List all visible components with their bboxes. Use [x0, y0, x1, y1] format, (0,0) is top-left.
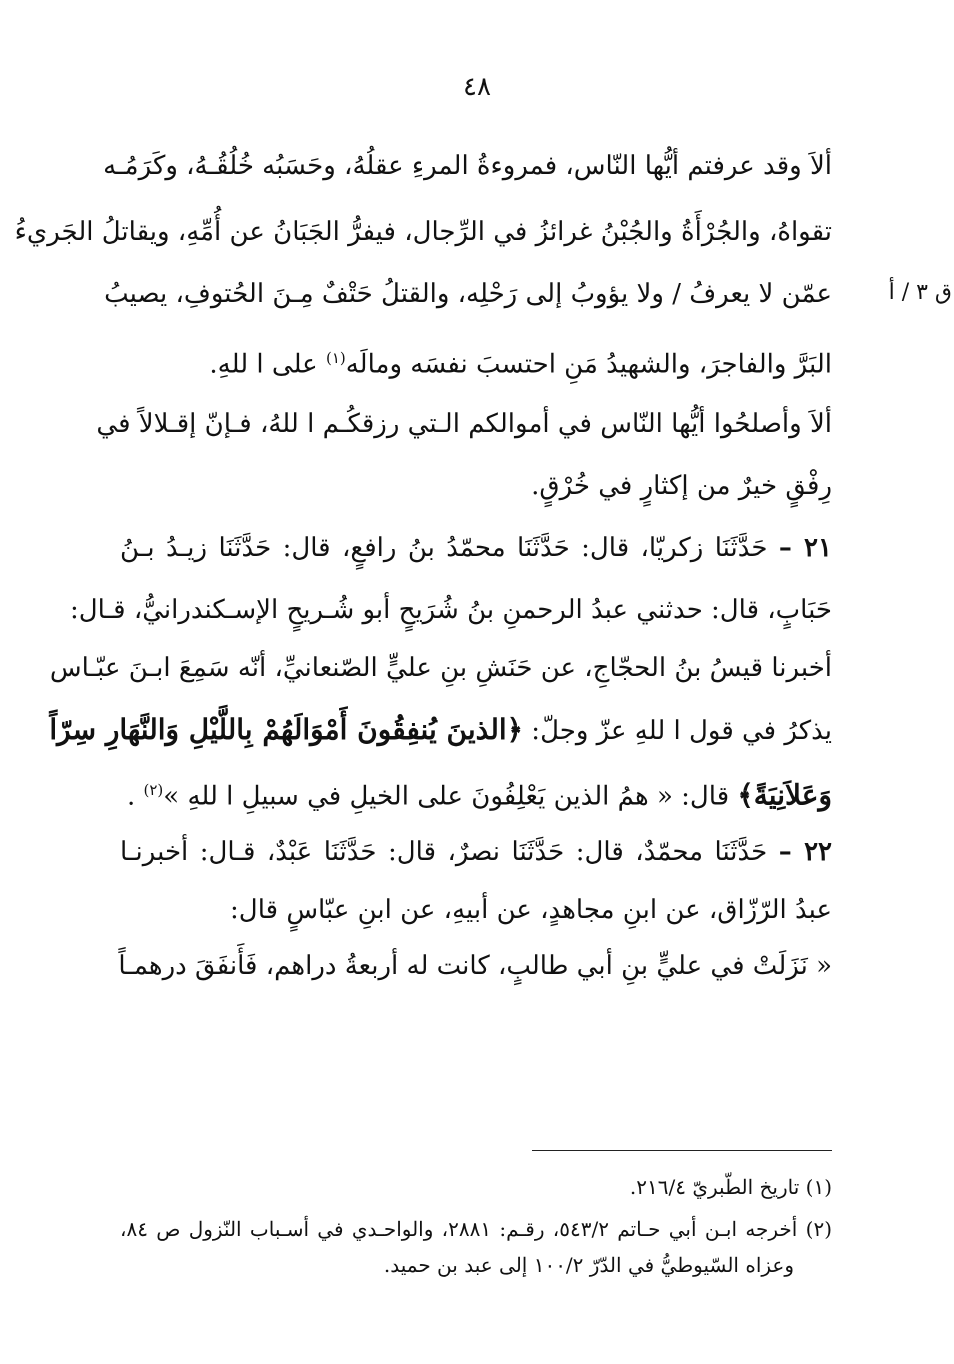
- hadith-number-21: ٢١ –: [778, 533, 832, 563]
- line-4-ending: على ا للهِ.: [209, 349, 326, 380]
- footnote-mark-2: (٢): [143, 781, 164, 799]
- text-line-8: حَبَابٍ، قال: حدثني عبدُ الرحمنِ بنُ شُرَيحٍ أبو شُـريحٍ الإسـكندرانيُّ، قـال:: [69, 595, 832, 625]
- text-line-11: [120, 770, 832, 817]
- line-11-text: قال: « همُ الذين يَعْلِفُونَ على الخيلِ في سبيلِ ا للهِ »: [163, 781, 738, 812]
- footnote-separator: [532, 1150, 832, 1151]
- quran-verse-end: وَعَلاَنِيَةً﴾: [737, 778, 832, 812]
- hadith-22-isnad: حَدَّثَنَا محمّدٌ، قال: حَدَّثَنَا نصرٌ، قال: حَدَّثَنَا عَبْدٌ، قـال: أخبرنـا: [120, 837, 779, 867]
- hadith-22-line-1: [120, 832, 832, 872]
- text-line-3: عمّن لا يعرفُ / ولا يؤوبُ إلى رَحْلِه، والقتلُ حَتْفٌ مِـنَ الحُتوفِ، يصيبُ: [104, 279, 832, 309]
- footnote-2: (٢) أخرجه ابـن أبي حـاتم ٥٤٣/٢، رقـم: ٢٨٨١، والواحـدي في أسـباب النّزول ص ٨٤،: [120, 1217, 833, 1241]
- text-line-1: ألاَ وقد عرفتم أيُّها النّاس، فمروءةُ المرءِ عقلُهُ، وحَسَبُه خُلُقُـهُ، وكَرَمُـه: [103, 151, 832, 181]
- page-number: ٤٨: [463, 72, 491, 102]
- line-4-text: البَرَّ والفاجرَ، والشهيدُ مَنِ احتسبَ نفسَه ومالَه: [345, 349, 832, 380]
- line-11-ending: .: [126, 781, 144, 812]
- quran-verse: ﴿الذينَ يُنفِقُونَ أَمْوَالَهُمْ بِاللَّيْلِ وَالنَّهَارِ سِرّاً: [49, 713, 524, 746]
- line-10-text: يذكرُ في قول ا للهِ عزّ وجلّ:: [523, 716, 832, 746]
- manuscript-folio-note: ق ٣ / أ: [888, 280, 952, 305]
- hadith-21-line-1: [120, 528, 832, 568]
- text-line-4: [120, 338, 832, 385]
- text-line-5: ألاَ وأصلحُوا أيُّها النّاس في أموالكم الـتي رزقكُـم ا للهُ، فـإنّ إقـلالاً في: [96, 409, 832, 439]
- footnote-mark-1: (١): [325, 349, 346, 367]
- text-line-2: تقواهُ، والجُرْأَةُ والجُبْنُ غرائزُ في الرِّجال، فيفرُّ الجَبَانُ عن أُمِّهِ، ويقاتلُ الجَريءُ: [14, 217, 832, 247]
- footnote-2-continued: وعزاه السّيوطيُّ في الدّرّ ١٠٠/٢ إلى عبد بن حميد.: [383, 1253, 794, 1277]
- text-line-10: [49, 710, 832, 751]
- text-line-13: عبدُ الرّزّاق، عن ابنِ مجاهدٍ، عن أبيهِ، عن ابنِ عبّاسٍ قال:: [230, 895, 832, 925]
- hadith-21-isnad: حَدَّثَنَا زكريّا، قال: حَدَّثَنَا محمّدُ بنُ رافعٍ، قال: حَدَّثَنَا زيـدُ بـنُ: [120, 533, 779, 563]
- text-line-14: « نَزَلَتْ في عليٍّ بنِ أبي طالبٍ، كانت له أربعةُ دراهم، فَأَنفَقَ درهمـاً: [118, 951, 832, 981]
- hadith-number-22: ٢٢ –: [778, 837, 832, 867]
- text-line-6: رِفْقٍ خيرٌ من إكثارٍ في خُرْقٍ.: [531, 471, 832, 501]
- text-line-9: أخبرنا قيسُ بنُ الحجّاجِ، عن حَنَشِ بنِ عليٍّ الصّنعانيِّ، أنّه سَمِعَ ابـنَ عبّـاس: [49, 653, 832, 683]
- footnote-1: (١) تاريخ الطّبريّ ٢١٦/٤.: [629, 1175, 832, 1199]
